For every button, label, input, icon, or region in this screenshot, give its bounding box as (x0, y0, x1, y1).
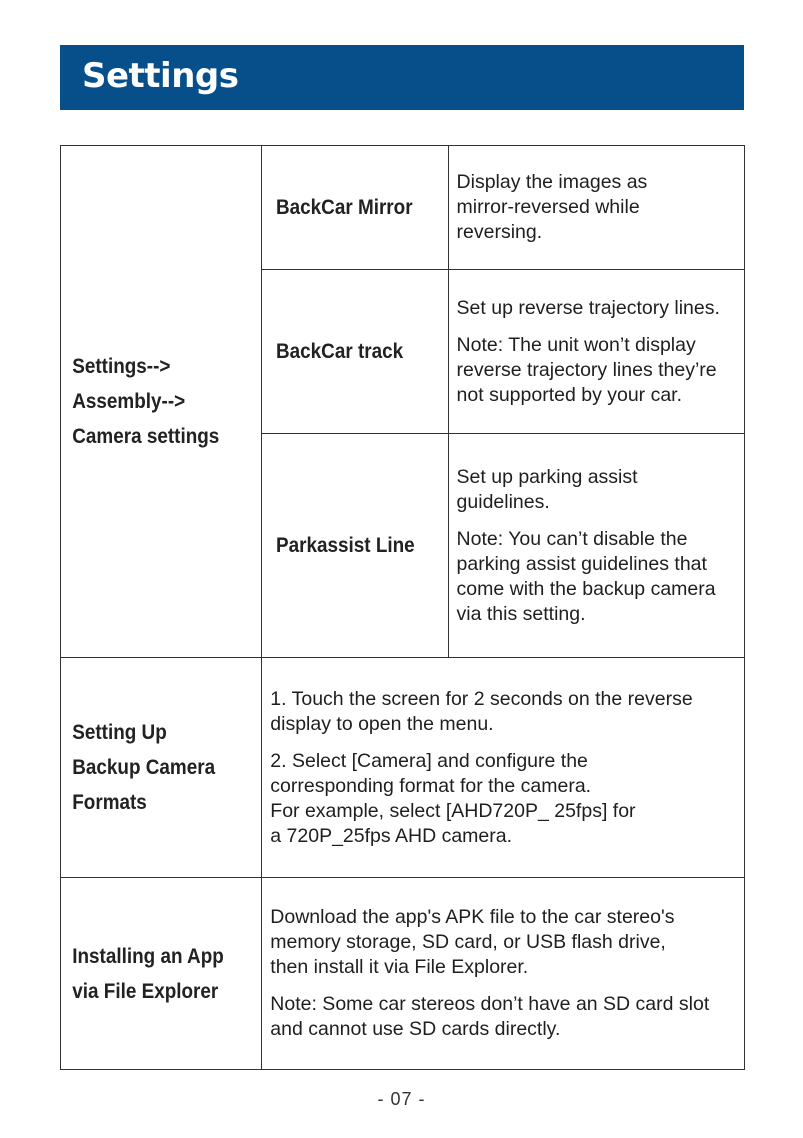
section-title-line: Backup Camera (71, 756, 215, 779)
section-title-line: Setting Up (71, 721, 167, 744)
desc-line: 1. Touch the screen for 2 seconds on the reverse (270, 687, 693, 710)
desc-line: Set up reverse trajectory lines. (456, 296, 720, 319)
section-desc-backup-camera-formats (262, 658, 745, 878)
desc-paragraph (457, 465, 740, 515)
desc-line: Note: The unit won’t display (456, 333, 696, 356)
setting-name-backcar-track: BackCar track (262, 270, 448, 434)
desc-paragraph (457, 296, 740, 321)
desc-paragraph (270, 905, 738, 980)
table-row (61, 658, 745, 878)
desc-line: Note: You can’t disable the (456, 527, 688, 550)
section-title-install-app (61, 878, 242, 1070)
desc-line: memory storage, SD card, or USB flash drive, (270, 931, 666, 953)
desc-line: come with the backup camera (456, 577, 716, 600)
section-title-line: via File Explorer (71, 979, 218, 1003)
settings-table (60, 145, 745, 1070)
desc-line: Note: Some car stereos don’t have an SD card slot (270, 993, 710, 1015)
section-title-backup-camera-formats (61, 658, 242, 878)
desc-line: a 720P_25fps AHD camera. (270, 824, 513, 847)
section-desc-install-app (262, 878, 745, 1070)
desc-paragraph (270, 749, 738, 849)
desc-note (270, 992, 738, 1042)
desc-line: Set up parking assist (456, 465, 638, 488)
desc-line: reverse trajectory lines they’re (456, 358, 717, 381)
page-title: Settings (82, 56, 239, 96)
desc-line: Download the app's APK file to the car stereo's (270, 906, 675, 928)
desc-line: corresponding format for the camera. (270, 774, 592, 797)
section-title-line: Installing an App (71, 944, 224, 968)
setting-desc-backcar-mirror (448, 146, 744, 270)
desc-line: guidelines. (456, 490, 550, 513)
desc-line: display to open the menu. (270, 712, 494, 735)
desc-line: and cannot use SD cards directly. (270, 1018, 561, 1040)
page-number: - 07 - (377, 1089, 426, 1109)
section-title-camera-settings (61, 146, 242, 658)
desc-note (457, 527, 740, 627)
desc-paragraph (457, 170, 740, 245)
setting-name-backcar-mirror: BackCar Mirror (262, 146, 448, 270)
table-row (61, 146, 745, 270)
section-title-line: Formats (71, 791, 147, 814)
desc-line: Display the images as (456, 171, 648, 193)
setting-desc-backcar-track (448, 270, 744, 434)
desc-line: via this setting. (456, 602, 586, 625)
desc-line: reversing. (456, 221, 543, 243)
table-row (61, 878, 745, 1070)
desc-line: mirror-reversed while (456, 196, 640, 218)
desc-line: For example, select [AHD720P_ 25fps] for (270, 799, 636, 822)
setting-desc-parkassist-line (448, 434, 744, 658)
desc-note (457, 333, 740, 408)
desc-paragraph (270, 687, 738, 737)
desc-line: then install it via File Explorer. (270, 956, 529, 978)
section-title-line: Assembly--> (71, 390, 185, 413)
header-bar (60, 45, 744, 110)
desc-line: parking assist guidelines that (456, 552, 707, 575)
desc-line: 2. Select [Camera] and configure the (270, 749, 588, 772)
section-title-line: Camera settings (71, 425, 219, 448)
desc-line: not supported by your car. (456, 383, 683, 406)
setting-name-parkassist-line: Parkassist Line (262, 434, 448, 658)
section-title-line: Settings--> (71, 355, 170, 378)
